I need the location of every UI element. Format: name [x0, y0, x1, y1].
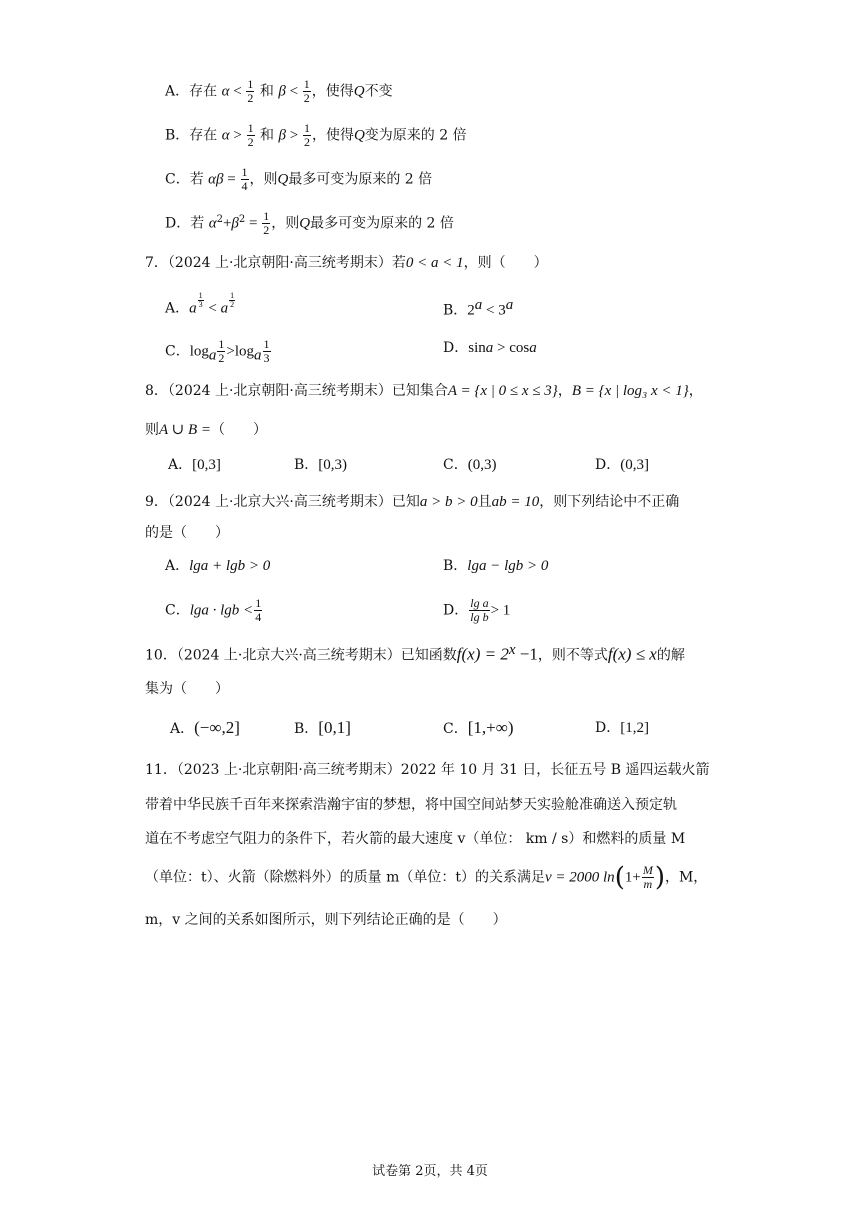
q11-line4: （单位：t）、火箭（除燃料外）的质量 m（单位：t）的关系满足v = 2000 ln(1+ $\frac{M}{m}$ )，M，	[145, 862, 708, 893]
q10-option-d: D．[1,2]	[595, 720, 649, 736]
q10-stem: 10．（2024 上·北京大兴·高三统考期末）已知函数$f(x) = 2^x -1$，则不等式f(x) ≤ x的解	[145, 642, 685, 664]
q8-line2: 则A ∪ B =（ ）	[145, 422, 267, 438]
q9-option-c: C．lga · lgb < $\frac{1}{4}$	[165, 596, 262, 624]
q7-option-a: A．a $^{\frac{1}{3}}$ < a $^{\frac{1}{2}}$	[165, 291, 235, 317]
q11-line2: 带着中华民族千百年来探索浩瀚宇宙的梦想，将中国空间站梦天实验舱准确送入预定轨	[145, 797, 677, 813]
q6-option-a: A．存在 α < $\frac{1}{2}$ 和 β < $\frac{1}{2}$ ，使得Q不变	[165, 77, 393, 105]
q7-option-c: C．$\log_a$ $\frac{1}{2}$ $>\log_a$ $\frac{1}{3}$	[165, 337, 270, 365]
q8-stem: 8．（2024 上·北京朝阳·高三统考期末）已知集合A = {x | 0 ≤ x ≤ 3}，B = {x | log₃ x < 1}，	[145, 383, 703, 399]
q11-line1: 11．（2023 上·北京朝阳·高三统考期末）2022 年 10 月 31 日，长征五号 B 遥四运载火箭	[145, 762, 710, 778]
q10-line2: 集为（ ）	[145, 681, 229, 697]
q10-option-a: A．(−∞,2]	[170, 718, 240, 737]
q7-option-d: D．sina > cosa	[443, 340, 537, 356]
page-footer: 试卷第 2页，共 4页	[372, 1164, 488, 1179]
q10-option-c: C．[1,+∞)	[443, 718, 514, 737]
q9-line2: 的是（ ）	[145, 525, 229, 541]
q6-option-c: C．若 αβ = $\frac{1}{4}$ ，则Q最多可变为原来的 2 倍	[165, 165, 433, 193]
q6-option-d: D．若 $\alpha^2+\beta^2$ = $\frac{1}{2}$ ，则Q最多可变为原来的 2 倍	[165, 209, 454, 238]
q7-stem: 7．（2024 上·北京朝阳·高三统考期末）若0 < a < 1，则（ ）	[145, 255, 548, 271]
q9-option-a: A．lga + lgb > 0	[165, 558, 271, 574]
q10-option-b: B．[0,1]	[294, 718, 351, 737]
q8-option-b: B．[0,3)	[294, 457, 348, 473]
q9-option-b: B．lga − lgb > 0	[443, 558, 549, 574]
q6-option-b: B．存在 α > $\frac{1}{2}$ 和 β > $\frac{1}{2}$ ，使得Q变为原来的 2 倍	[165, 121, 467, 149]
q9-option-d: D． $\frac{\text{lg a}}{\text{lg b}}$ > 1	[443, 596, 511, 624]
q8-option-d: D．(0,3]	[595, 457, 649, 473]
q8-option-c: C．(0,3)	[443, 457, 497, 473]
q11-line5: m，v 之间的关系如图所示，则下列结论正确的是（ ）	[145, 912, 507, 928]
q7-option-b: B．$2^a < 3^a$	[443, 297, 514, 319]
q8-option-a: A．[0,3]	[168, 457, 221, 473]
q11-line3: 道在不考虑空气阻力的条件下，若火箭的最大速度 v（单位： km / s）和燃料的质量 M	[145, 831, 686, 847]
q9-stem: 9．（2024 上·北京大兴·高三统考期末）已知a > b > 0且ab = 10，则下列结论中不正确	[145, 494, 680, 510]
